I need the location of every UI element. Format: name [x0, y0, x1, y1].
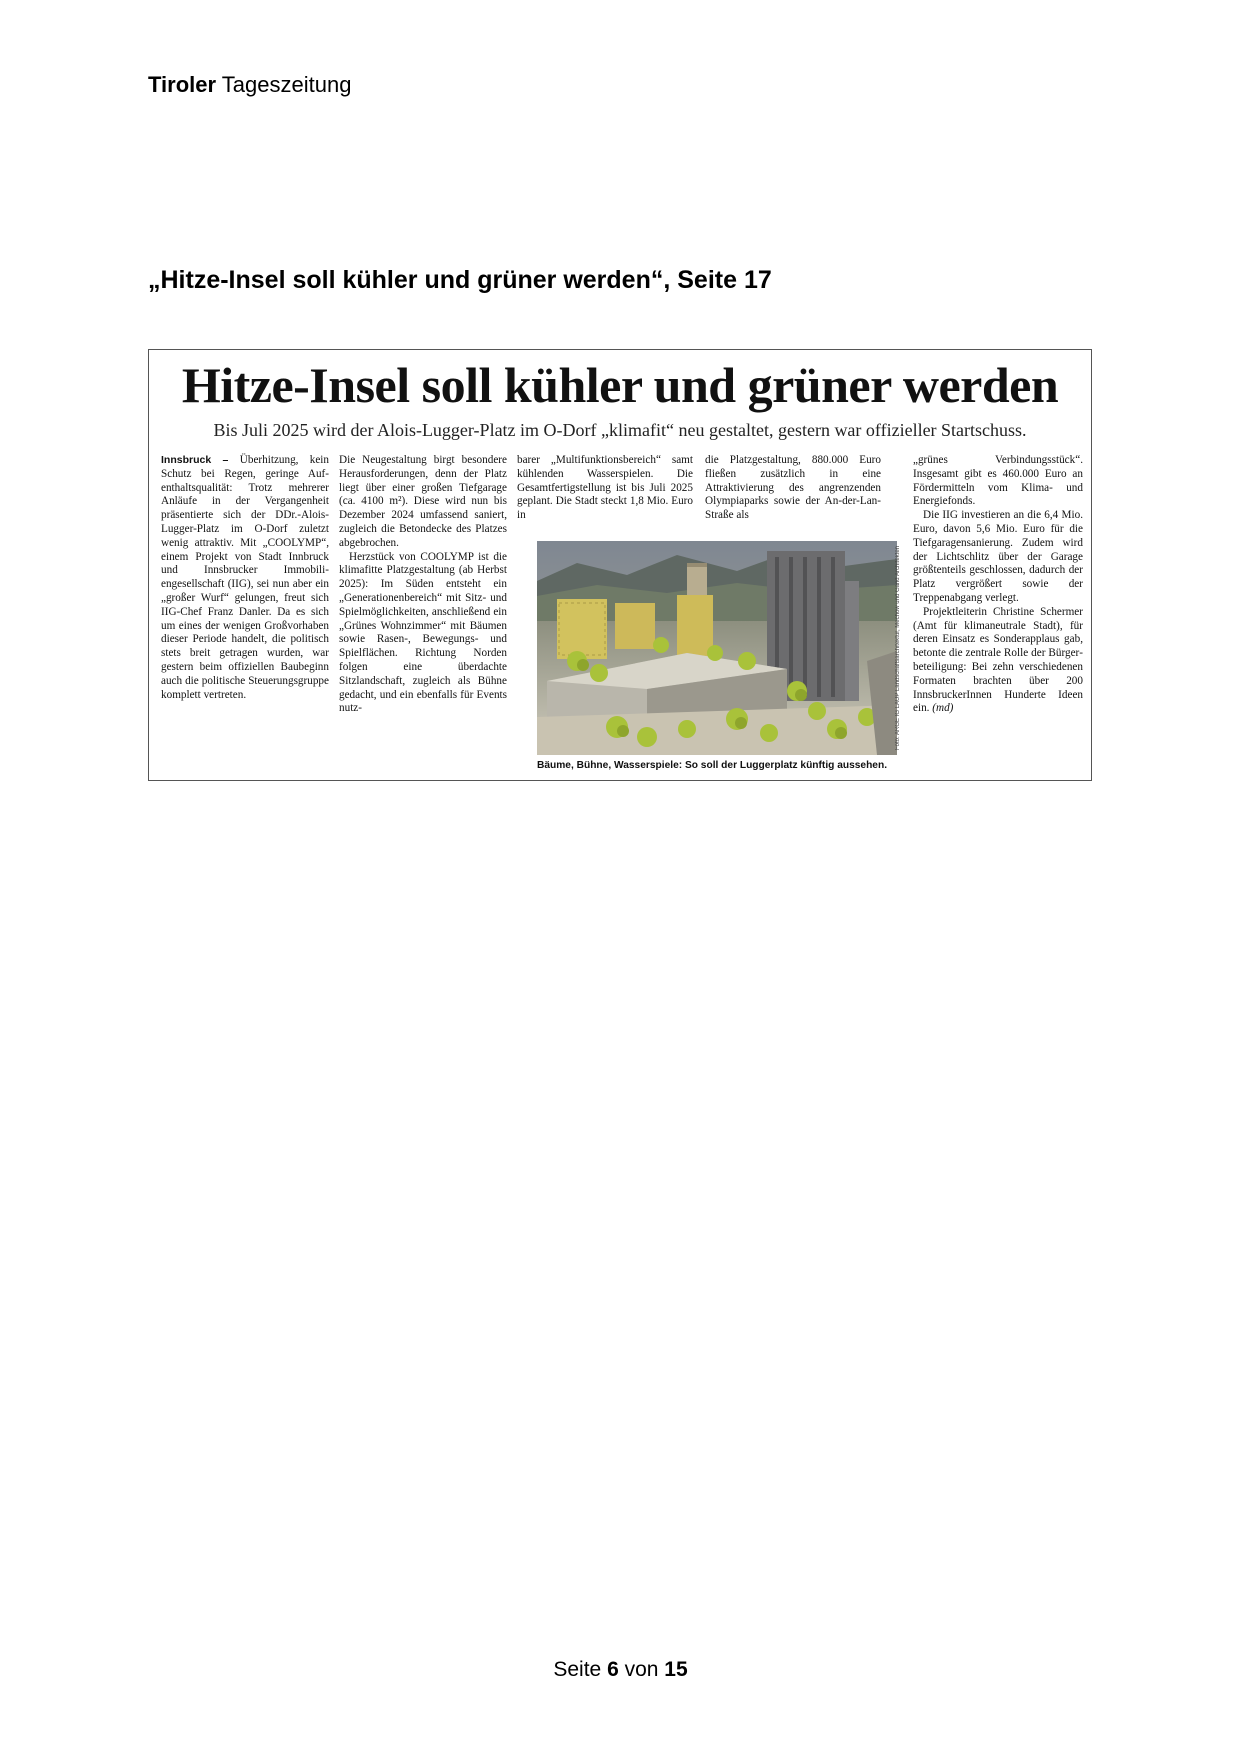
article-column-3 — [517, 454, 693, 536]
page-number-prefix: Seite — [553, 1658, 608, 1681]
article-dateline: Innsbruck – — [161, 454, 240, 466]
article-column-4 — [705, 454, 881, 536]
photo-credit: Foto: ARGE IG LAUP Landschaftsarchitektur, Mechow und Gand Architekten — [895, 546, 901, 750]
page-number-total: 15 — [664, 1658, 688, 1681]
publication-name-bold: Tiroler — [148, 72, 217, 97]
article-column-2-paragraph-1: Die Neugestaltung birgt besondere Herausforderungen, denn der Platz liegt über einer großen Tiefgarage (ca. 4100 m²). Diese wird nun bis Dezember 2024 umfassend saniert, zugleich die Betondecke des Platzes abgebrochen. — [339, 454, 507, 549]
publication-name — [148, 72, 351, 98]
article-column-2-paragraph-2: Herzstück von COOLYMP ist die klimafitte Platzgestaltung (ab Herbst 2025): Im Süden entsteht ein „Generationenbereich“ mit Sitz- und Spielmöglichkeiten, anschließend ein „Grünes Wohnzimmer“ mit Bäumen sowie Rasen-, Bewegungs- und Spielflächen. Richtung Norden folgen eine überdachte Sitzlandschaft, zugleich als Bühne gedacht, und ein ebenfalls für Events nutz- — [339, 550, 507, 715]
document-title: „Hitze-Insel soll kühler und grüner werden“, Seite 17 — [148, 266, 772, 294]
article-column-5-paragraph-2: Die IIG investieren an die 6,4 Mio. Euro, davon 5,6 Mio. Euro für die Tiefgaragensanierung. Zudem wird der Lichtschlitz über der Garage größtenteils geschlossen, dadurch der Platz vergrößert sowie der Treppenabgang verlegt. — [913, 509, 1083, 604]
article-column-5-paragraph-3-text: Projektleiterin Christine Schermer (Amt für klimaneutrale Stadt), für deren Einsatz es Sonderapplaus gab, betonte die zentrale Rolle der Bürgerbeteiligung: Bei zehn verschiedenen Formaten brachten über 200 InnsbruckerInnen Hunderte Ideen ein. — [913, 605, 1083, 715]
article-column-2 — [339, 454, 507, 716]
newspaper-clipping — [148, 349, 1092, 781]
article-headline: Hitze-Insel soll kühler und grüner werden — [181, 357, 1059, 413]
article-column-4-text: die Platzgestaltung, 880.000 Euro fließen zusätzlich in eine Attraktivierung des angrenzenden Olympiaparks sowie der An-der-Lan-Straße als — [705, 454, 881, 522]
article-column-1 — [161, 454, 329, 702]
page-number-current: 6 — [607, 1658, 619, 1681]
article-photo — [537, 541, 897, 755]
article-column-1-text: Überhitzung, kein Schutz bei Regen, geringe Aufenthaltsqualität: Trotz mehrerer Anläufe in der Vergangenheit präsentierte sich der DDr.-Alois-Lugger-Platz im O-Dorf zuletzt wenig attraktiv. Mit „COOLYMP“, einem Projekt von Stadt Innbruck und Innsbrucker Immobiliengesellschaft (IIG), sei nun aber ein „großer Wurf“ gelungen, freut sich IIG-Chef Franz Danler. Da es sich um eines der wenigen Großvorhaben dieser Periode handelt, die politisch stets breit getragen wurden, war gestern beim offiziellen Baubeginn auch die politische Steuerungsgruppe komplett vertreten. — [161, 454, 329, 701]
article-column-3-text: barer „Multifunktionsbereich“ samt kühlenden Wasserspielen. Die Gesamtfertigstellung ist bis Juli 2025 geplant. Die Stadt steckt 1,8 Mio. Euro in — [517, 454, 693, 522]
photo-caption: Bäume, Bühne, Wasserspiele: So soll der Luggerplatz künftig aussehen. — [537, 760, 888, 771]
rendering-illustration — [537, 541, 897, 755]
article-subheadline: Bis Juli 2025 wird der Alois-Lugger-Platz im O-Dorf „klimafit“ neu gestaltet, gestern war offizieller Startschuss. — [213, 420, 1027, 440]
page-number-middle: von — [618, 1658, 665, 1681]
article-column-5-paragraph-1: „grünes Verbindungsstück“. Insgesamt gibt es 460.000 Euro an Fördermitteln vom Klima- und Energiefonds. — [913, 454, 1083, 508]
article-column-5 — [913, 454, 1083, 716]
article-column-5-paragraph-3 — [913, 606, 1083, 716]
author-tag: (md) — [929, 702, 954, 715]
page-number — [0, 1658, 1241, 1682]
publication-name-rest: Tageszeitung — [216, 72, 352, 97]
